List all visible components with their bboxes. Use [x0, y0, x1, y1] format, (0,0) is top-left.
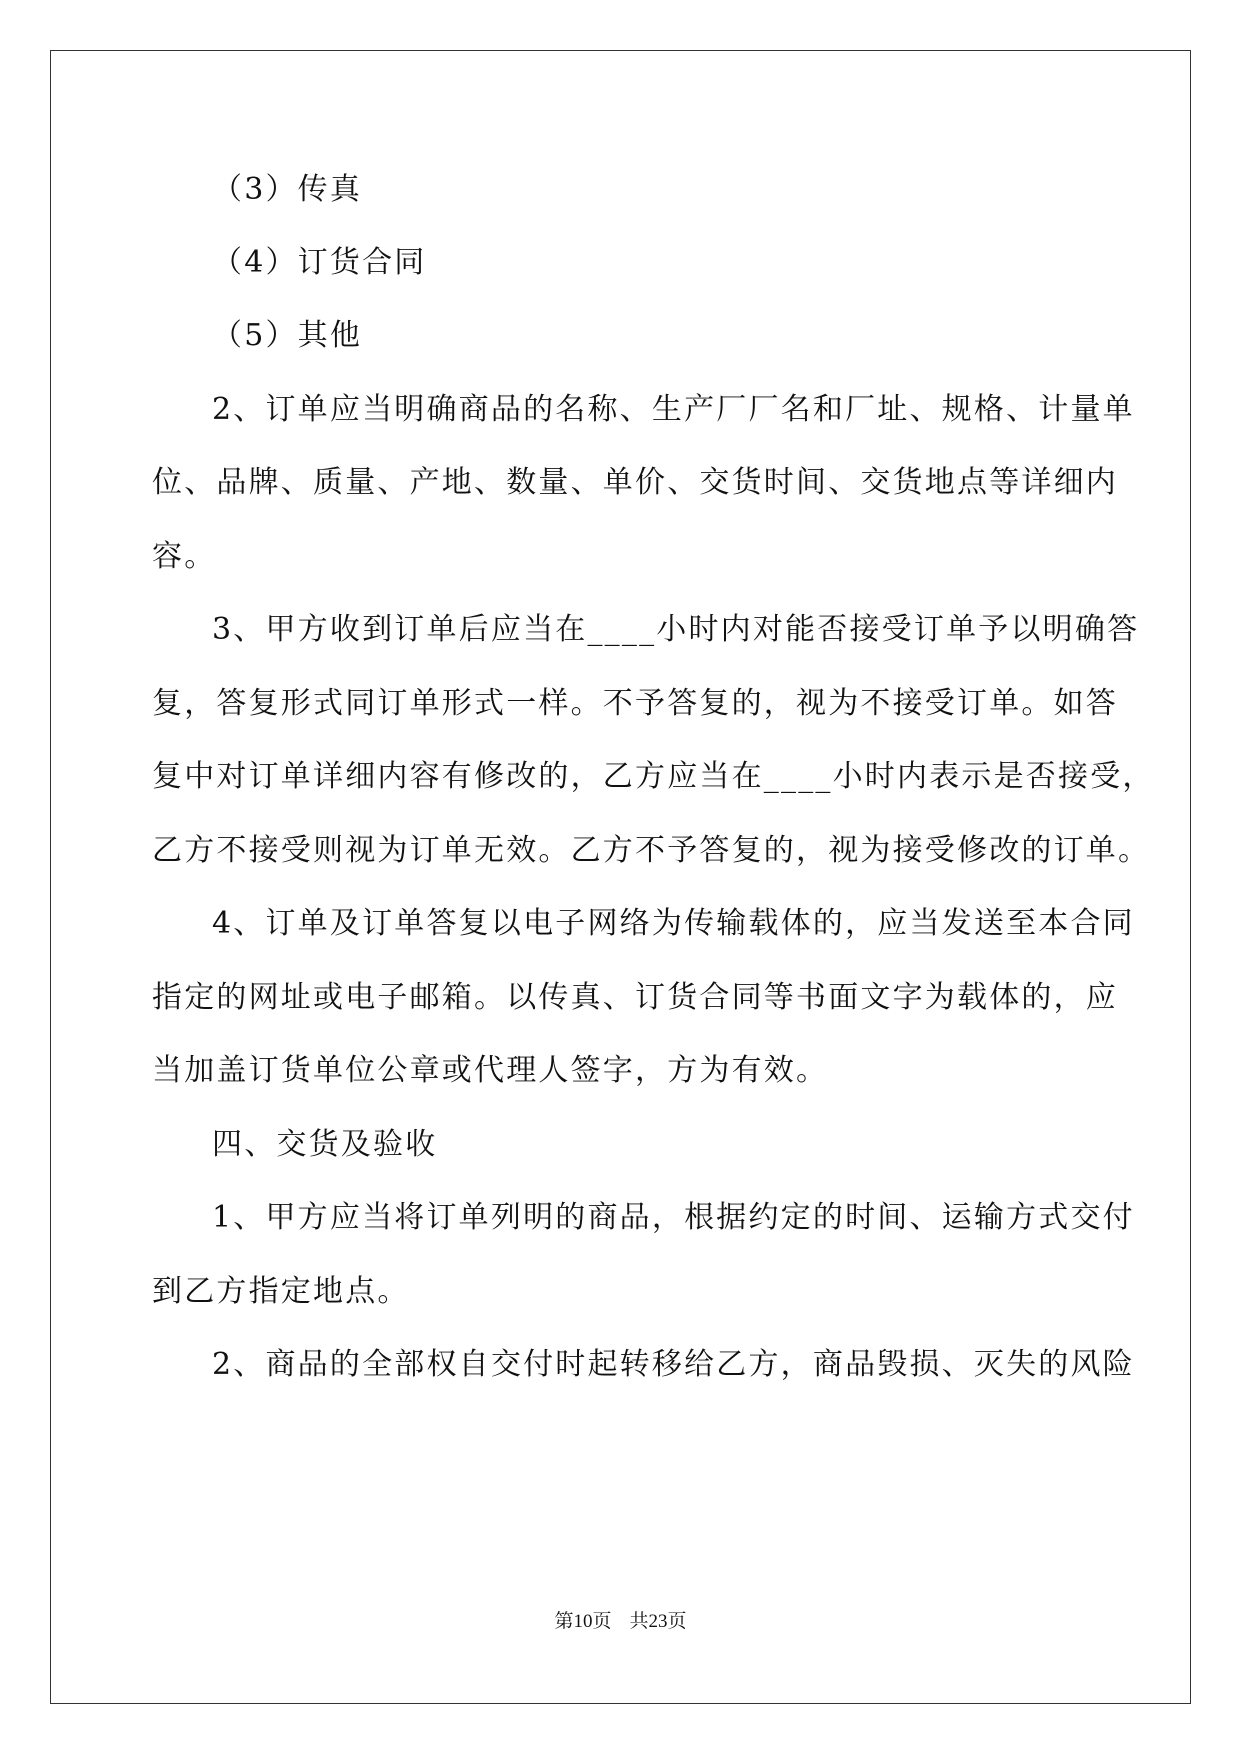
paragraph-line: 2、商品的全部权自交付时起转移给乙方，商品毁损、灭失的风险 — [212, 1347, 1135, 1382]
paragraph-line: 位、品牌、质量、产地、数量、单价、交货时间、交货地点等详细内 — [152, 465, 1118, 500]
paragraph-line: 指定的网址或电子邮箱。以传真、订货合同等书面文字为载体的，应 — [152, 980, 1118, 1015]
paragraph-line: 2、订单应当明确商品的名称、生产厂厂名和厂址、规格、计量单 — [212, 392, 1135, 427]
list-item-other: （5）其他 — [212, 318, 363, 353]
paragraph-line: 4、订单及订单答复以电子网络为传输载体的，应当发送至本合同 — [212, 906, 1135, 941]
page-number: 第10页 — [554, 1611, 612, 1632]
paragraph-line: 复，答复形式同订单形式一样。不予答复的，视为不接受订单。如答 — [152, 686, 1118, 721]
page-footer — [0, 1610, 1241, 1634]
paragraph-line: 到乙方指定地点。 — [152, 1274, 410, 1309]
paragraph-line: 复中对订单详细内容有修改的，乙方应当在____小时内表示是否接受， — [152, 759, 1155, 794]
page-border — [50, 50, 1191, 1704]
paragraph-line: 3、甲方收到订单后应当在____小时内对能否接受订单予以明确答 — [212, 612, 1140, 647]
list-item-fax: （3）传真 — [212, 172, 363, 207]
paragraph-line: 乙方不接受则视为订单无效。乙方不予答复的，视为接受修改的订单。 — [152, 833, 1151, 868]
list-item-order-contract: （4）订货合同 — [212, 245, 427, 280]
paragraph-line: 1、甲方应当将订单列明的商品，根据约定的时间、运输方式交付 — [212, 1200, 1135, 1235]
page-total: 共23页 — [629, 1611, 687, 1632]
paragraph-line: 容。 — [152, 539, 217, 574]
paragraph-line: 当加盖订货单位公章或代理人签字，方为有效。 — [152, 1053, 829, 1088]
section-heading: 四、交货及验收 — [212, 1127, 438, 1162]
